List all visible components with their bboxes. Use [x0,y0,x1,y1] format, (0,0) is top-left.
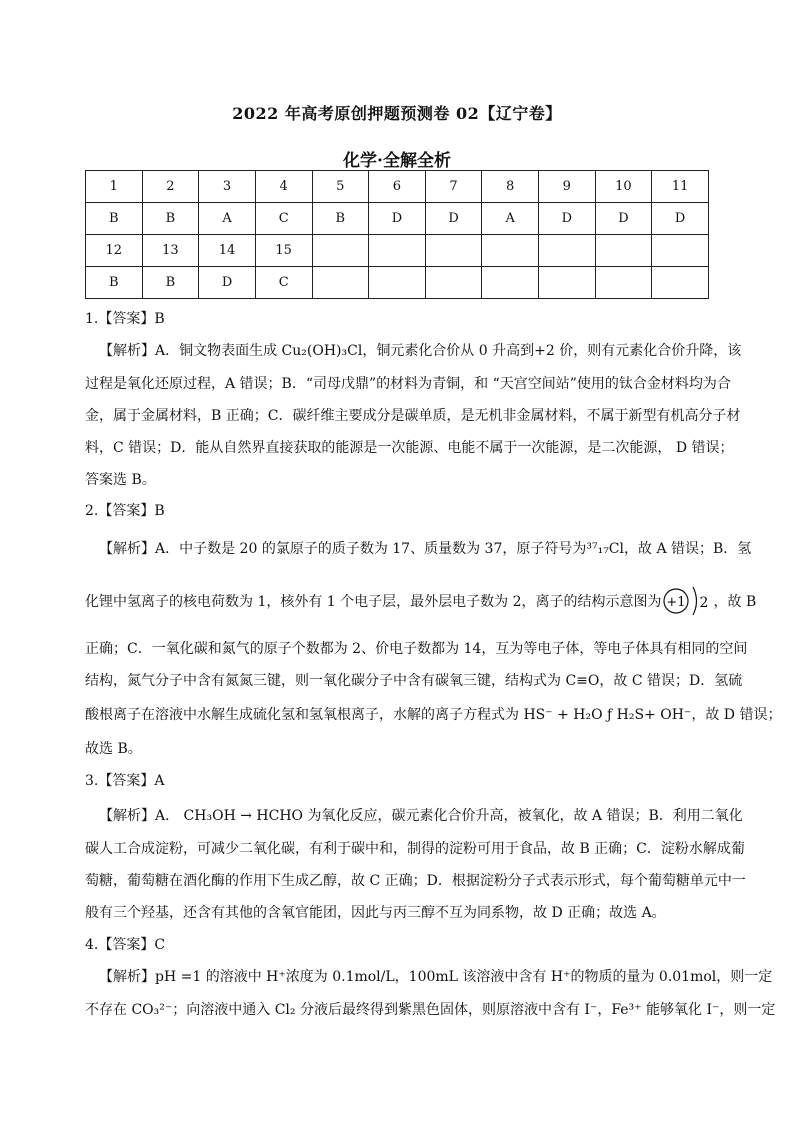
answer-cell [652,267,709,299]
atom-nucleus-label: +1 [665,595,686,610]
q1-line-2: 过程是氧化还原过程，A 错误；B．“司母戊鼎”的材料为青铜，和 “天宫空间站”使用的钛合金材料均为合 [85,376,731,392]
answer-cell [539,267,596,299]
answer-cell [595,267,652,299]
question-number-cell [425,235,482,267]
answer-cell: D [595,203,652,235]
q2-line-1: 【解析】A．中子数是 20 的氯原子的质子数为 17、质量数为 37，原子符号为³⁷₁₇Cl，故 A 错误；B．氢 [99,541,752,557]
q1-line-1: 【解析】A．铜文物表面生成 Cu₂(OH)₃Cl，铜元素化合价从 0 升高到+2 价，则有元素化合价升降，该 [99,343,742,359]
question-number-cell: 4 [255,171,312,203]
q1-line-5: 答案选 B。 [85,472,156,488]
q2-answer: 2.【答案】B [85,503,165,519]
answer-cell [312,267,369,299]
answer-cell: B [86,267,143,299]
page-title: 2022 年高考原创押题预测卷 02【辽宁卷】 [232,104,562,123]
question-number-cell: 12 [86,235,143,267]
q1-line-4: 料，C 错误；D．能从自然界直接获取的能源是一次能源、电能不属于一次能源，是二次能源， D 错误； [85,440,734,456]
question-number-cell: 14 [199,235,256,267]
question-number-cell: 5 [312,171,369,203]
answer-cell: D [539,203,596,235]
q3-answer: 3.【答案】A [85,773,165,789]
q3-line-3: 萄糖，葡萄糖在酒化酶的作用下生成乙醇，故 C 正确；D．根据淀粉分子式表示形式，每个葡萄糖单元中一 [85,873,746,889]
question-number-cell: 13 [142,235,199,267]
q2-line-4: 结构，氮气分子中含有氮氮三键，则一氧化碳分子中含有碳氧三键，结构式为 C≡O，故 C 错误；D．氢硫 [85,673,743,689]
answer-cell: A [199,203,256,235]
answer-cell [482,267,539,299]
answer-cell: B [142,203,199,235]
question-number-cell: 15 [255,235,312,267]
q2-line-2-text: 化锂中氢离子的核电荷数为 1，核外有 1 个电子层，最外层电子数为 2，离子的结构示意图为 [85,594,662,610]
question-number-cell: 10 [595,171,652,203]
answer-cell: A [482,203,539,235]
answer-table-row [86,171,709,203]
question-number-cell: 8 [482,171,539,203]
answer-cell: C [255,267,312,299]
question-number-cell: 2 [142,171,199,203]
q4-line-2: 不存在 CO₃²⁻；向溶液中通入 Cl₂ 分液后最终得到紫黑色固体，则原溶液中含有 I⁻，Fe³⁺ 能够氧化 I⁻，则一定 [85,1002,776,1018]
question-number-cell: 1 [86,171,143,203]
question-number-cell [595,235,652,267]
question-number-cell [312,235,369,267]
question-number-cell: 3 [199,171,256,203]
question-number-cell: 7 [425,171,482,203]
answer-cell: B [86,203,143,235]
answer-cell: D [369,203,426,235]
q3-line-4: 般有三个羟基，还含有其他的含氧官能团，因此与丙三醇不互为同系物，故 D 正确；故选 A。 [85,905,666,921]
answer-cell: D [425,203,482,235]
page-subtitle: 化学·全解全析 [343,151,451,171]
answer-table-row [86,203,709,235]
answer-table-row [86,267,709,299]
answer-cell [425,267,482,299]
answer-cell: C [255,203,312,235]
q4-answer: 4.【答案】C [85,937,166,953]
answer-cell [369,267,426,299]
answer-cell: B [312,203,369,235]
answer-table [85,170,709,299]
hydride-ion-structure-diagram [662,589,714,615]
answer-table-row [86,235,709,267]
question-number-cell [652,235,709,267]
q2-line-5: 酸根离子在溶液中水解生成硫化氢和氢氧根离子，水解的离子方程式为 HS⁻ + H₂O ƒ H₂S+ OH⁻，故 D 错误； [85,707,782,723]
q1-answer: 1.【答案】B [85,311,165,327]
q2-line-3: 正确；C．一氧化碳和氮气的原子个数都为 2、价电子数都为 14，互为等电子体，等电子体具有相同的空间 [85,641,748,657]
answer-cell: D [199,267,256,299]
q1-line-3: 金，属于金属材料，B 正确；C．碳纤维主要成分是碳单质，是无机非金属材料，不属于新型有机高分子材 [85,408,741,424]
q2-line-2-tail: ，故 B [713,594,757,610]
question-number-cell [482,235,539,267]
question-number-cell: 6 [369,171,426,203]
question-number-cell [539,235,596,267]
question-number-cell [369,235,426,267]
q4-line-1: 【解析】pH =1 的溶液中 H⁺浓度为 0.1mol/L，100mL 该溶液中含有 H⁺的物质的量为 0.01mol，则一定 [99,969,773,985]
question-number-cell: 11 [652,171,709,203]
atom-electron-label: 2 [699,595,708,611]
q3-line-2: 碳人工合成淀粉，可减少二氧化碳，有利于碳中和，制得的淀粉可用于食品，故 B 正确；C．淀粉水解成葡 [85,841,745,857]
answer-cell: D [652,203,709,235]
q2-line-2 [85,589,757,615]
question-number-cell: 9 [539,171,596,203]
q2-line-6: 故选 B。 [85,741,142,757]
answer-cell: B [142,267,199,299]
q3-line-1: 【解析】A． CH₃OH → HCHO 为氧化反应，碳元素化合价升高，被氧化，故 A 错误；B．利用二氧化 [99,808,743,824]
